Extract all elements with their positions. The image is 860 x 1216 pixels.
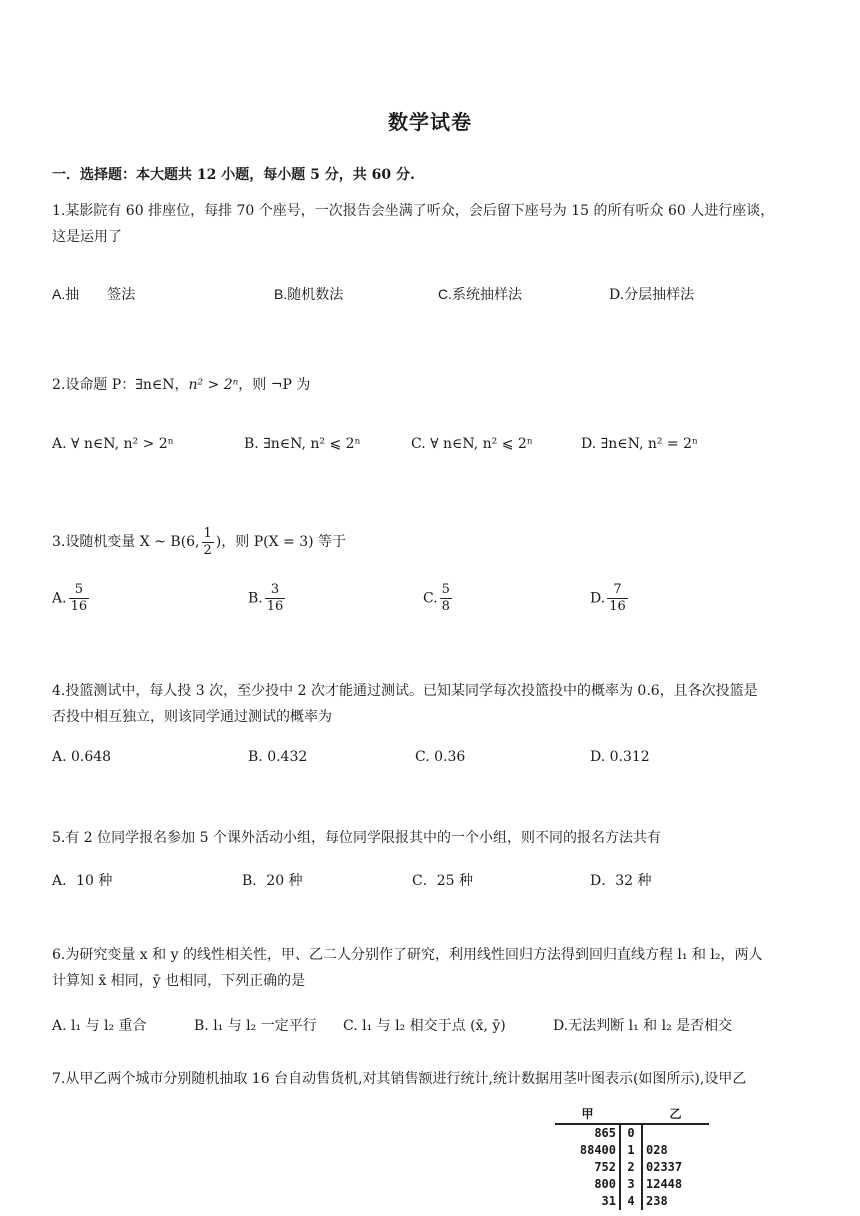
q6-option-c[interactable]: C. l₁ 与 l₂ 相交于点 (x̄, ȳ) <box>343 1018 506 1034</box>
question-6-line-2: 计算知 x̄ 相同，ȳ 也相同，下列正确的是 <box>52 973 306 989</box>
q2-option-c[interactable]: C. ∀ n∈N, n² ⩽ 2ⁿ <box>411 436 533 452</box>
q3-option-d[interactable]: D. $\frac{7}{16}$ <box>590 582 626 614</box>
q4-option-d[interactable]: D. 0.312 <box>590 749 650 765</box>
fraction-one-half: $\frac{1}{2}$ <box>203 525 212 558</box>
q5-option-d[interactable]: D．32 种 <box>590 873 652 889</box>
stem-leaf-row <box>555 1159 709 1176</box>
stem-leaf-table <box>555 1106 709 1210</box>
q4-option-a[interactable]: A. 0.648 <box>52 749 112 765</box>
question-4-line-2: 否投中相互独立，则该同学通过测试的概率为 <box>52 709 332 725</box>
q2-option-a[interactable]: A. ∀ n∈N, n² > 2ⁿ <box>52 436 174 452</box>
stem: 1 <box>620 1142 642 1159</box>
stem: 4 <box>620 1193 642 1210</box>
stem-leaf-plot <box>555 1106 709 1210</box>
left-leaves: 88400 <box>579 1143 616 1157</box>
q5-option-c[interactable]: C．25 种 <box>412 873 473 889</box>
stem-leaf-row <box>555 1176 709 1193</box>
stem-leaf-row <box>555 1193 709 1210</box>
q1-option-a-rest: 签法 <box>107 287 136 303</box>
q3-option-b[interactable]: B. $\frac{3}{16}$ <box>248 582 284 614</box>
question-3 <box>52 524 346 560</box>
question-6 <box>52 942 763 994</box>
stem: 0 <box>620 1124 642 1142</box>
q5-option-a[interactable]: A．10 种 <box>52 873 113 889</box>
q2-option-d[interactable]: D. ∃n∈N, n² = 2ⁿ <box>581 436 699 452</box>
left-leaves: 31 <box>601 1194 616 1208</box>
question-1-line-2: 这是运用了 <box>52 229 122 245</box>
right-leaves <box>642 1124 709 1142</box>
q5-option-b[interactable]: B．20 种 <box>242 873 303 889</box>
right-leaves: 028 <box>646 1143 668 1157</box>
question-4-line-1: 4.投篮测试中，每人投 3 次，至少投中 2 次才能通过测试。已知某同学每次投篮投中的概率为 0.6，且各次投篮是 <box>52 683 758 699</box>
q4-option-b[interactable]: B. 0.432 <box>248 749 308 765</box>
question-1-line-1: 1.某影院有 60 排座位，每排 70 个座号，一次报告会坐满了听众，会后留下座号为 15 的所有听众 60 人进行座谈， <box>52 203 775 219</box>
question-3-stem-b: )，则 P(X = 3) 等于 <box>215 534 347 550</box>
header-yi: 乙 <box>642 1106 709 1124</box>
stem-leaf-row <box>555 1142 709 1159</box>
page-title: 数学试卷 <box>388 110 472 134</box>
q4-option-c[interactable]: C. 0.36 <box>415 749 466 765</box>
q3-option-c[interactable]: C. $\frac{5}{8}$ <box>423 582 450 614</box>
q1-option-a[interactable] <box>52 284 135 304</box>
question-5: 5.有 2 位同学报名参加 5 个课外活动小组，每位同学限报其中的一个小组，则不同的报名方法共有 <box>52 830 661 846</box>
question-3-stem-a: 3.设随机变量 X ~ B(6, <box>52 534 200 550</box>
question-6-line-1: 6.为研究变量 x 和 y 的线性相关性，甲、乙二人分别作了研究，利用线性回归方法得到回归直线方程 l₁ 和 l₂，两人 <box>52 947 763 963</box>
stem: 3 <box>620 1176 642 1193</box>
right-leaves: 02337 <box>646 1160 683 1174</box>
left-leaves: 800 <box>594 1177 616 1191</box>
section-heading: 一．选择题：本大题共 12 小题，每小题 5 分，共 60 分. <box>52 167 415 183</box>
left-leaves: 865 <box>594 1126 616 1140</box>
stem-leaf-header <box>555 1106 709 1124</box>
question-2-stem-a: 2.设命题 P：∃n∈N， <box>52 377 189 393</box>
q3-option-a[interactable]: A. $\frac{5}{16}$ <box>52 582 88 614</box>
q1-option-d[interactable]: D.分层抽样法 <box>609 287 695 303</box>
question-7: 7.从甲乙两个城市分别随机抽取 16 台自动售货机,对其销售额进行统计,统计数据用茎叶图表示(如图所示),设甲乙 <box>52 1071 747 1087</box>
q1-option-c[interactable]: C.系统抽样法 <box>438 286 522 302</box>
q2-option-b[interactable]: B. ∃n∈N, n² ⩽ 2ⁿ <box>244 436 361 452</box>
question-2 <box>52 372 310 398</box>
question-2-stem-b: ，则 ¬P 为 <box>238 377 311 393</box>
q6-option-a[interactable]: A. l₁ 与 l₂ 重合 <box>52 1018 147 1034</box>
right-leaves: 12448 <box>646 1177 683 1191</box>
q6-option-b[interactable]: B. l₁ 与 l₂ 一定平行 <box>194 1018 317 1034</box>
question-4 <box>52 678 758 730</box>
q1-option-a-prefix: A.抽 <box>52 286 80 302</box>
stem-leaf-row <box>555 1124 709 1142</box>
question-2-math: n² > 2ⁿ <box>188 377 239 393</box>
header-jia: 甲 <box>555 1106 620 1124</box>
right-leaves: 238 <box>646 1194 668 1208</box>
left-leaves: 752 <box>594 1160 616 1174</box>
question-1 <box>52 198 774 250</box>
stem: 2 <box>620 1159 642 1176</box>
q6-option-d[interactable]: D.无法判断 l₁ 和 l₂ 是否相交 <box>553 1018 733 1034</box>
q1-option-b[interactable]: B.随机数法 <box>274 286 344 302</box>
